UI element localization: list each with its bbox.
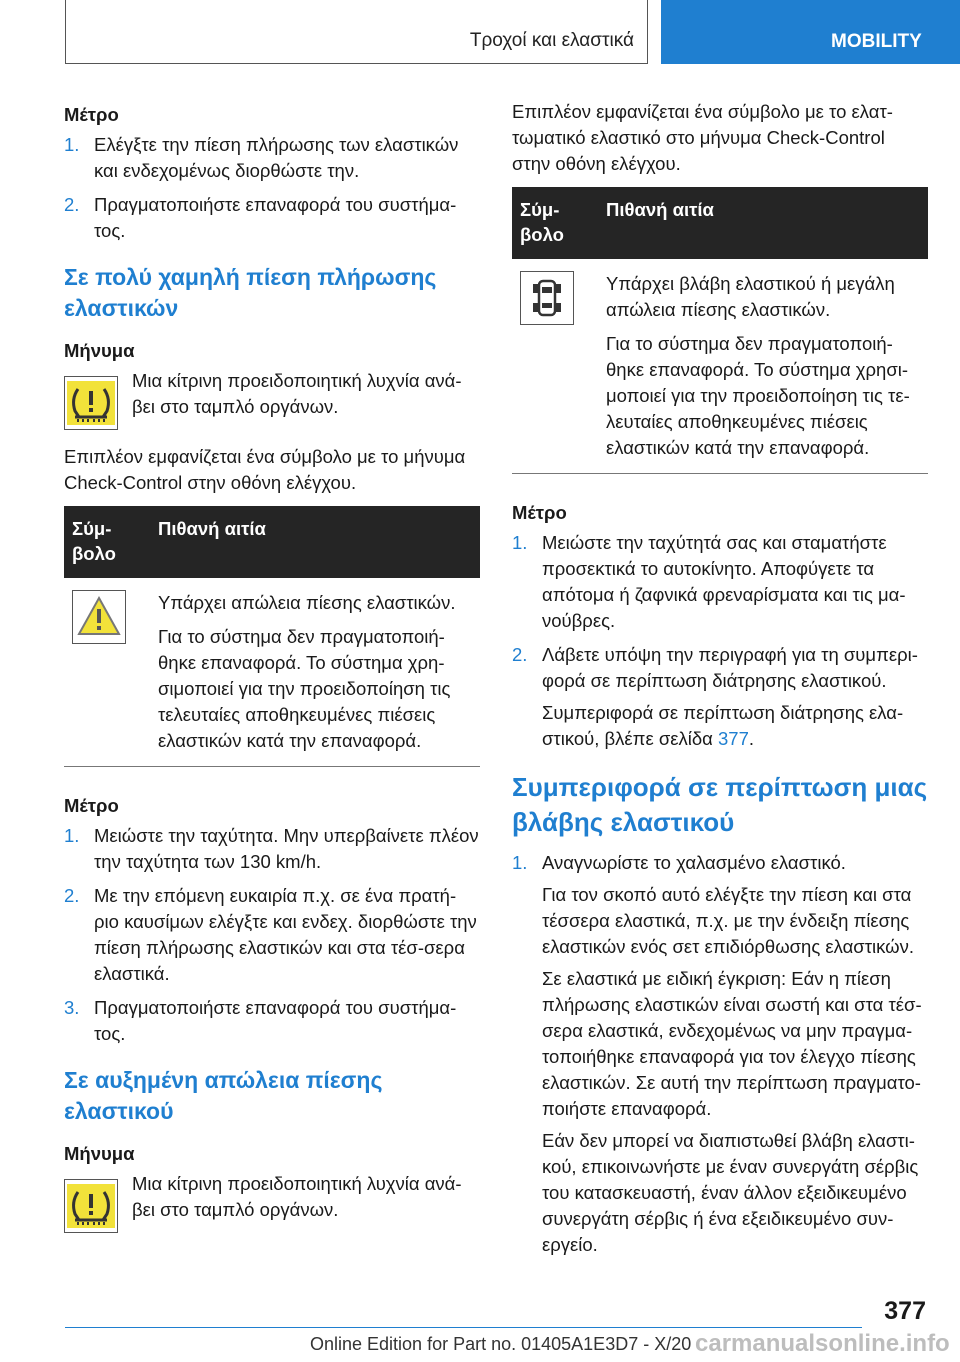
list-item — [64, 132, 480, 184]
tire-pressure-warning-icon — [64, 1179, 118, 1233]
step-text: Πραγματοποιήστε επαναφορά του συστήμα‐τος. — [94, 997, 457, 1044]
warning-triangle-icon — [72, 590, 126, 644]
message-row — [64, 1171, 480, 1233]
watermark: carmanualsonline.info — [695, 1330, 950, 1357]
tab-mobility-label: MOBILITY — [831, 31, 922, 52]
step-text: Αναγνωρίστε το χαλασμένο ελαστικό. — [542, 852, 846, 873]
list-item — [512, 642, 928, 752]
step-subtext: Για τον σκοπό αυτό ελέγξτε την πίεση και στα τέσσερα ελαστικά, π.χ. με την ένδειξη πίεσης ελαστικών ενός σετ επιδιόρθωσης ελαστικών. — [542, 884, 915, 957]
heading-very-low-pressure: Σε πολύ χαμηλή πίεση πλήρωσης ελαστικών — [64, 264, 437, 321]
message-text: Μια κίτρινη προειδοποιητική λυχνία ανά‐βει στο ταμπλό οργάνων. — [132, 370, 462, 417]
column-header-symbol: Σύμ‐βολο — [512, 187, 598, 259]
edition-text: Online Edition for Part no. 01405A1E3D7 - X/20 — [310, 1334, 692, 1354]
page-number: 377 — [884, 1297, 926, 1325]
table-header-row — [512, 187, 928, 259]
left-column — [64, 104, 480, 1247]
message-label: Μήνυμα — [64, 340, 135, 361]
step-subtext: Σε ελαστικά με ειδική έγκριση: Εάν η πίεση πλήρωσης ελαστικών είναι σωστή και στα τέσ‐σερα ελαστικά, ενδεχομένως να μην πραγμα‐τοποιήθηκε επαναφορά για τον έλεγχο πίεσης ελαστικών. Σε αυτή την περίπτωση πραγματο‐ποιήστε επαναφορά. — [542, 968, 922, 1119]
check-control-text: Επιπλέον εμφανίζεται ένα σύμβολο με το ελατ‐τωματικό ελαστικό στο μήνυμα Check-Control στην οθόνη ελέγχου. — [512, 101, 893, 174]
list-item — [64, 883, 480, 987]
measure-steps-list — [64, 132, 480, 244]
column-header-cause: Πιθανή αιτία — [598, 187, 928, 259]
step-number: 2. — [64, 885, 80, 906]
step-number: 1. — [512, 532, 528, 553]
measure-label: Μέτρο — [64, 795, 119, 816]
list-item — [64, 995, 480, 1047]
step-number: 2. — [512, 644, 528, 665]
flat-tire-car-icon — [520, 271, 574, 325]
step-subtext: Εάν δεν μπορεί να διαπιστωθεί βλάβη ελαστι‐κού, επικοινωνήστε με έναν συνεργάτη σέρβις του κατασκευαστή, έναν άλλον εξειδικευμένο συνεργάτη σέρβις ή ένα εξειδικευμένο συν‐εργείο. — [542, 1130, 919, 1255]
symbol-table — [64, 506, 480, 767]
cause-text: Υπάρχει βλάβη ελαστικού ή μεγάλη απώλεια πίεσης ελαστικών. — [606, 273, 895, 320]
list-item — [512, 850, 928, 1258]
heading-tire-damage-behavior: Συμπεριφορά σε περίπτωση μιας βλάβης ελαστικού — [512, 772, 928, 837]
step-number: 1. — [512, 852, 528, 873]
message-row — [64, 368, 480, 430]
step-number: 1. — [64, 134, 80, 155]
table-row — [512, 259, 928, 474]
cross-reference-text: Συμπεριφορά σε περίπτωση διάτρησης ελα‐στικού, βλέπε σελίδα — [542, 702, 904, 749]
column-header-symbol: Σύμ‐βολο — [64, 506, 150, 578]
section-title: Τροχοί και ελαστικά — [469, 30, 634, 51]
measure-steps-list — [64, 823, 480, 1047]
table-row — [64, 578, 480, 767]
step-text: Ελέγξτε την πίεση πλήρωσης των ελαστικών και ενδεχομένως διορθώστε την. — [94, 134, 459, 181]
symbol-table — [512, 187, 928, 474]
step-number: 2. — [64, 194, 80, 215]
tab-mobility[interactable] — [661, 0, 960, 64]
heading-increased-pressure-loss: Σε αυξημένη απώλεια πίεσης ελαστικού — [64, 1067, 383, 1124]
measure-label: Μέτρο — [64, 104, 119, 125]
step-text: Μειώστε την ταχύτητά σας και σταματήστε προσεκτικά το αυτοκίνητο. Αποφύγετε τα απότομα ή ζαφνικά φρεναρίσματα και τις μα‐νούβρες. — [542, 532, 906, 631]
footer-divider — [65, 1327, 862, 1328]
measure-steps-list — [512, 530, 928, 752]
step-text: Με την επόμενη ευκαιρία π.χ. σε ένα πρατή‐ριο καυσίμων ελέγξτε και ενδεχ. διορθώστε την πίεση πλήρωσης ελαστικών και στα τέσ‐σερα ελαστικά. — [94, 885, 477, 984]
message-text: Μια κίτρινη προειδοποιητική λυχνία ανά‐βει στο ταμπλό οργάνων. — [132, 1173, 462, 1220]
check-control-text: Επιπλέον εμφανίζεται ένα σύμβολο με το μήνυμα Check-Control στην οθόνη ελέγχου. — [64, 446, 466, 493]
tire-pressure-warning-icon — [64, 376, 118, 430]
step-subtext — [542, 700, 928, 752]
right-column — [512, 99, 928, 1276]
step-number: 3. — [64, 997, 80, 1018]
step-text: Λάβετε υπόψη την περιγραφή για τη συμπερι‐φορά σε περίπτωση διάτρησης ελαστικού. — [542, 644, 918, 691]
step-text: Πραγματοποιήστε επαναφορά του συστήμα‐τος. — [94, 194, 457, 241]
period: . — [748, 728, 755, 749]
cause-text: Για το σύστημα δεν πραγματοποιή‐θηκε επαναφορά. Το σύστημα χρησι‐μοποιεί για την προειδοποίηση τις τε‐λευταίες αποθηκευμένες πιέσεις ελαστικών κατά την επαναφορά. — [606, 333, 910, 458]
behavior-steps-list — [512, 850, 928, 1258]
cause-text: Υπάρχει απώλεια πίεσης ελαστικών. — [158, 592, 456, 613]
step-number: 1. — [64, 825, 80, 846]
message-label: Μήνυμα — [64, 1143, 135, 1164]
cause-text: Για το σύστημα δεν πραγματοποιή‐θηκε επαναφορά. Το σύστημα χρη‐σιμοποιεί για την προειδοποίηση τις τελευταίες αποθηκευμένες πιέσεις ελαστικών κατά την επαναφορά. — [158, 626, 451, 751]
table-header-row — [64, 506, 480, 578]
list-item — [64, 823, 480, 875]
measure-label: Μέτρο — [512, 502, 567, 523]
column-header-cause: Πιθανή αιτία — [150, 506, 480, 578]
list-item — [512, 530, 928, 634]
step-text: Μειώστε την ταχύτητα. Μην υπερβαίνετε πλέον την ταχύτητα των 130 km/h. — [94, 825, 479, 872]
page-reference-link[interactable]: 377 — [718, 728, 749, 749]
list-item — [64, 192, 480, 244]
